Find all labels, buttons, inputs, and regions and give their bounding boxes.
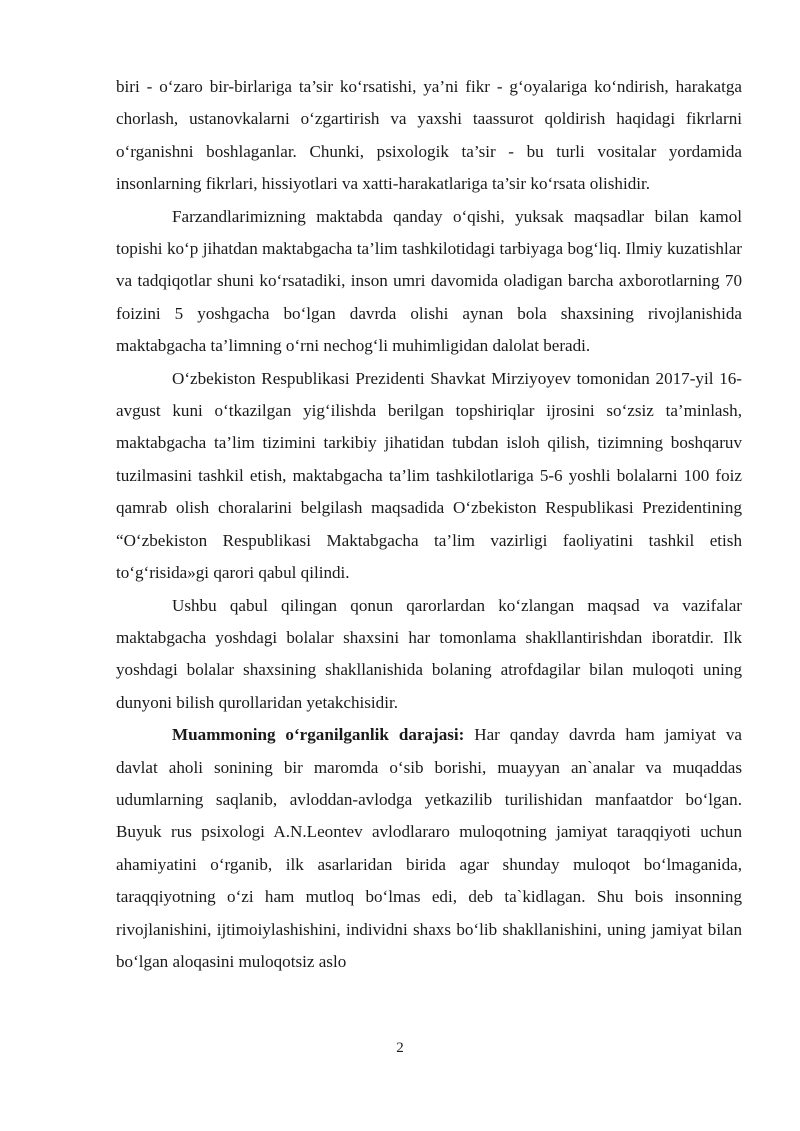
paragraph-lead-heading: Muammoning o‘rganilganlik darajasi: — [172, 725, 465, 745]
paragraph-preschool-education: Farzandlarimizning maktabda qanday o‘qishi, yuksak maqsadlar bilan kamol topishi ko‘p jihatdan maktabgacha ta’lim tashkilotidagi tarbiyaga bog‘liq. Ilmiy kuzatishlar va tadqiqotlar shuni ko‘rsatadiki, inson umri davomida oladigan barcha axborotlarning 70 foizini 5 yoshgacha bo‘lgan davrda olishi aynan bola shaxsining rivojlanishida maktabgacha ta’limning o‘rni nechog‘li muhimligidan dalolat beradi. — [116, 206, 742, 356]
document-body — [116, 71, 742, 978]
paragraph-presidential-decree: O‘zbekiston Respublikasi Prezidenti Shavkat Mirziyoyev tomonidan 2017-yil 16-avgust kuni o‘tkazilgan yig‘ilishda berilgan topshiriqlar ijrosini so‘zsiz ta’minlash, maktabgacha ta’lim tizimini tarkibiy jihatidan tubdan isloh qilish, tizimning boshqaruv tuzilmasini tashkil etish, maktabgacha ta’lim tashkilotlariga 5-6 yoshli bolalarni 100 foiz qamrab olish choralarini belgilash maqsadida O‘zbekiston Respublikasi Prezidentining “O‘zbekiston Respublikasi Maktabgacha ta’lim vazirligi faoliyatini tashkil etish to‘g‘risida»gi qarori qabul qilindi. — [116, 368, 742, 583]
paragraph-problem-study-text: Har qanday davrda ham jamiyat va davlat aholi sonining bir maromda o‘sib borishi, muayyan an`analar va muqaddas udumlarning saqlanib, avloddan-avlodga yetkazilib turilishidan manfaatdor bo‘lgan. Buyuk rus psixologi A.N.Leontev avlodlararo muloqotning jamiyat taraqqiyoti uchun ahamiyatini o‘rganib, ilk asarlaridan birida agar shunday muloqot bo‘lmaganida, taraqqiyotning o‘zi ham mutloq bo‘lmas edi, deb ta`kidlagan. Shu bois insonning rivojlanishini, ijtimoiylashishini, individni shaxs bo‘lib shakllanishini, uning jamiyat bilan bo‘lgan aloqasini muloqotsiz aslo — [116, 725, 743, 971]
paragraph-goals: Ushbu qabul qilingan qonun qarorlardan ko‘zlangan maqsad va vazifalar maktabgacha yoshdagi bolalar shaxsini har tomonlama shakllantirishdan iboratdir. Ilk yoshdagi bolalar shaxsining shakllanishida bolaning atrofdagilar bilan muloqoti uning dunyoni bilish qurollaridan yetakchisidir. — [116, 595, 742, 712]
paragraph-problem-study — [116, 719, 742, 978]
page-number: 2 — [396, 1040, 404, 1056]
paragraph-continuation: biri - o‘zaro bir-birlariga ta’sir ko‘rsatishi, ya’ni fikr - g‘oyalariga ko‘ndirish, harakatga chorlash, ustanovkalarni o‘zgartirish va yaxshi taassurot qoldirish haqidagi fikrlarni o‘rganishni boshlaganlar. Chunki, psixologik ta’sir - bu turli vositalar yordamida insonlarning fikrlari, hissiyotlari va xatti-harakatlariga ta’sir ko‘rsata olishidir. — [116, 77, 742, 194]
